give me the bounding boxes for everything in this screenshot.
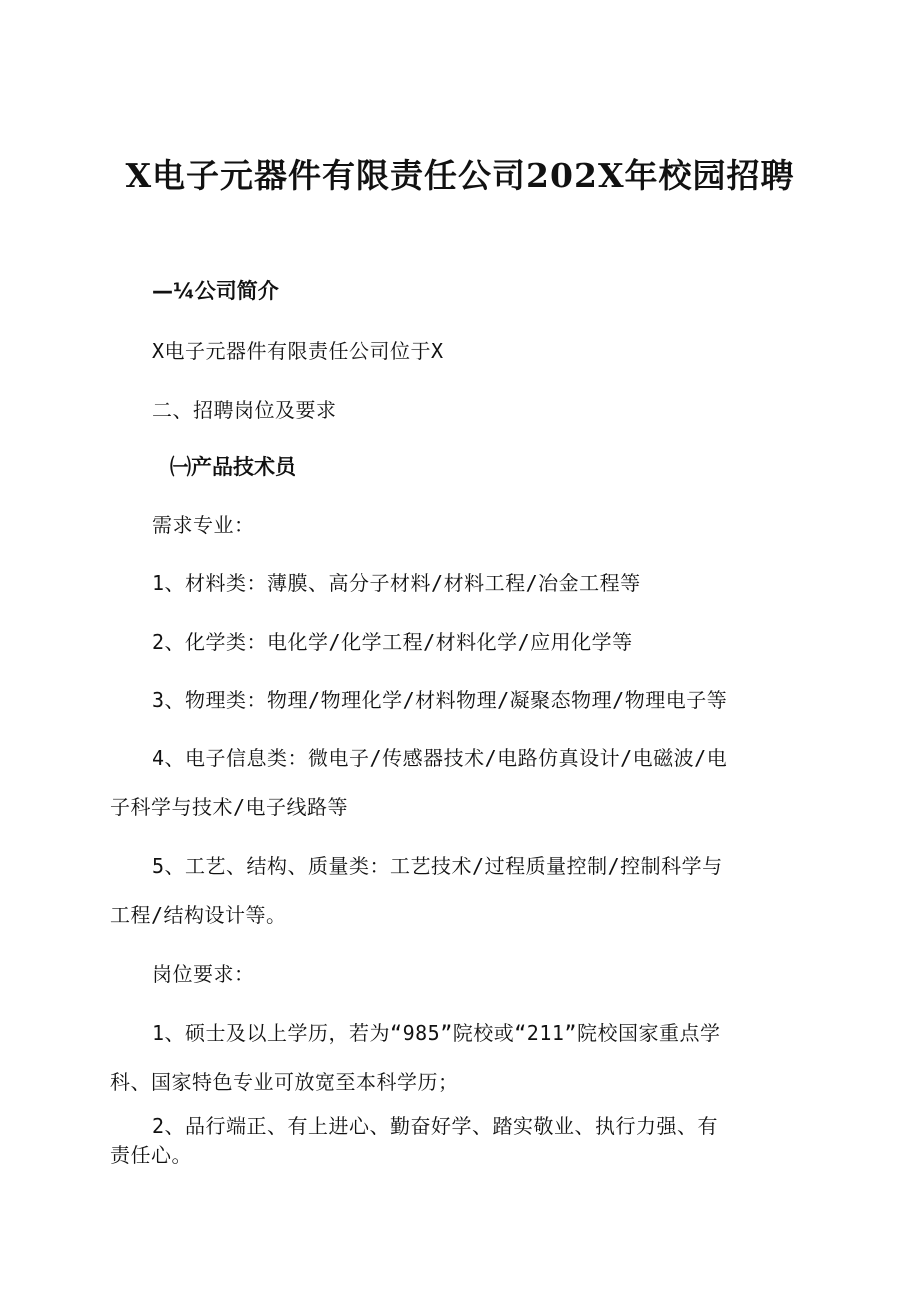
requirement-item-line2: 责任心。	[110, 1143, 192, 1167]
intro-paragraph: X电子元器件有限责任公司位于X	[152, 339, 444, 363]
major-item-line2: 工程/结构设计等。	[110, 903, 287, 927]
requirement-item-line1: 2、品行端正、有上进心、勤奋好学、踏实敬业、执行力强、有	[152, 1114, 719, 1138]
requirements-label: 岗位要求：	[152, 962, 255, 986]
section-heading-positions: 二、招聘岗位及要求	[152, 398, 337, 422]
major-item: 3、物理类：物理/物理化学/材料物理/凝聚态物理/物理电子等	[152, 688, 728, 712]
subsection-heading-product-technician: ㈠产品技术员	[170, 455, 296, 479]
major-item-line1: 4、电子信息类：微电子/传感器技术/电路仿真设计/电磁波/电	[152, 746, 728, 770]
majors-label: 需求专业：	[152, 513, 255, 537]
major-item-line1: 5、工艺、结构、质量类：工艺技术/过程质量控制/控制科学与	[152, 854, 723, 878]
major-item-line2: 子科学与技术/电子线路等	[110, 795, 349, 819]
requirement-item-line1: 1、硕士及以上学历，若为“985”院校或“211”院校国家重点学	[152, 1021, 721, 1045]
section-heading-company-intro: —¼公司简介	[152, 279, 279, 303]
major-item: 2、化学类：电化学/化学工程/材料化学/应用化学等	[152, 630, 633, 654]
requirement-item-line2: 科、国家特色专业可放宽至本科学历；	[110, 1070, 459, 1094]
major-item: 1、材料类：薄膜、高分子材料/材料工程/冶金工程等	[152, 571, 641, 595]
document-title: X电子元器件有限责任公司202X年校园招聘	[125, 156, 795, 195]
